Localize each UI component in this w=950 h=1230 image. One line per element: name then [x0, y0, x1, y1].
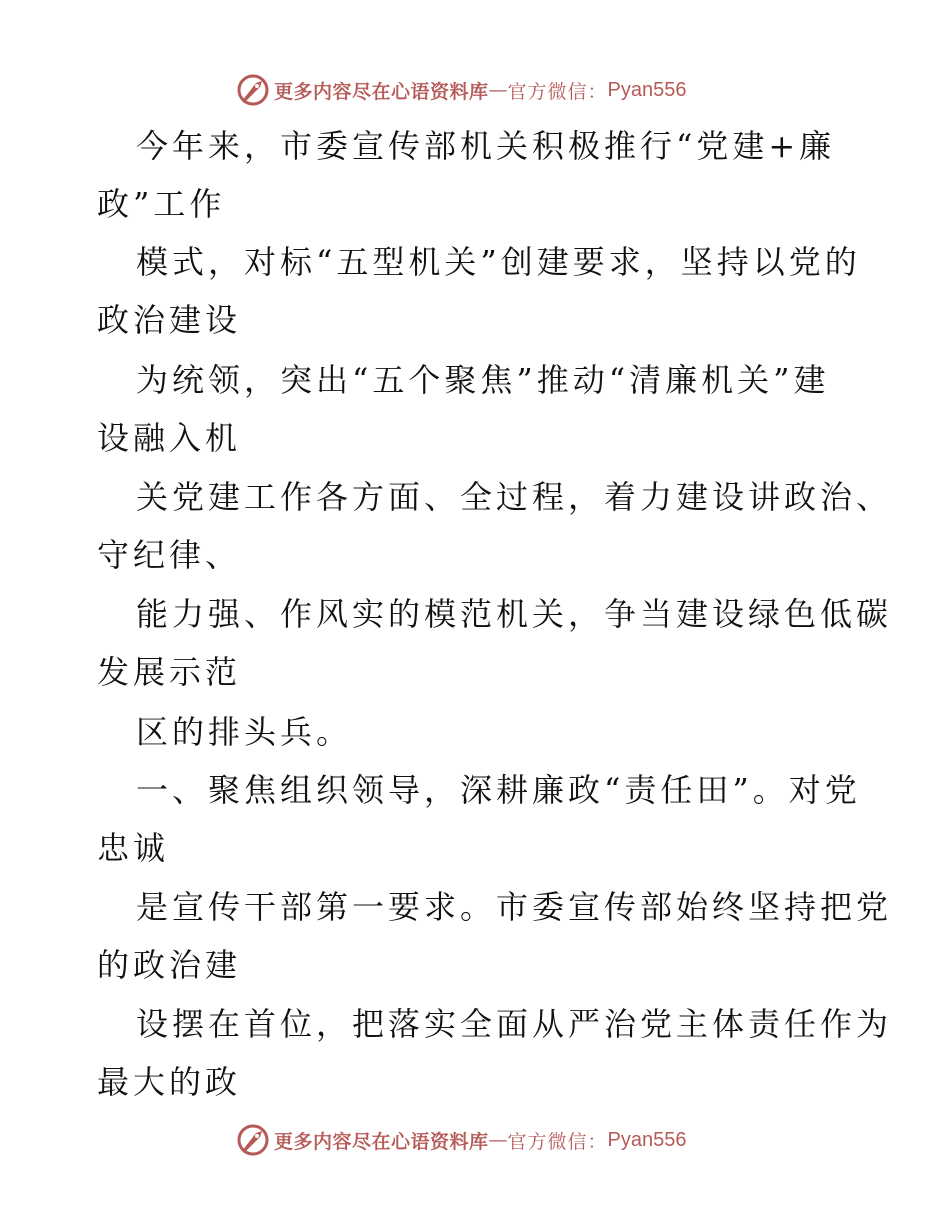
body-line: 忠诚 [97, 829, 170, 867]
banner-wechat-label: 官方微信： [507, 1130, 608, 1153]
body-line: 是宣传干部第一要求。市委宣传部始终坚持把党 [136, 888, 893, 926]
banner-separator: — [488, 1129, 508, 1151]
body-line: 能力强、作风实的模范机关，争当建设绿色低碳 [136, 595, 893, 633]
banner-separator: — [488, 79, 508, 101]
body-line: 守纪律、 [97, 536, 242, 574]
body-line: 为统领，突出“五个聚焦”推动“清廉机关”建 [136, 361, 830, 399]
body-line: 的政治建 [97, 946, 242, 984]
pen-nib-logo-icon [236, 73, 270, 107]
body-line: 模式，对标“五型机关”创建要求，坚持以党的 [136, 243, 861, 281]
header-banner [236, 72, 687, 108]
banner-wechat-id: Pyan556 [607, 78, 687, 101]
body-line: 政治建设 [97, 301, 242, 339]
banner-text: 更多内容尽在心语资料库 [274, 1130, 489, 1153]
banner-wechat-id: Pyan556 [607, 1128, 687, 1151]
banner-wechat-label: 官方微信： [507, 80, 608, 103]
body-line: 政”工作 [97, 185, 226, 223]
pen-nib-logo-icon [236, 1123, 270, 1157]
body-line: 今年来，市委宣传部机关积极推行“党建+廉 [136, 127, 836, 165]
body-line: 区的排头兵。 [136, 713, 353, 751]
body-line: 最大的政 [97, 1063, 242, 1101]
body-line: 发展示范 [97, 653, 242, 691]
body-line: 关党建工作各方面、全过程，着力建设讲政治、 [136, 478, 893, 516]
body-line: 一、聚焦组织领导，深耕廉政“责任田”。对党 [136, 771, 861, 809]
body-line: 设摆在首位，把落实全面从严治党主体责任作为 [136, 1005, 893, 1043]
footer-banner [236, 1122, 687, 1158]
banner-text: 更多内容尽在心语资料库 [274, 80, 489, 103]
body-line: 设融入机 [97, 419, 242, 457]
